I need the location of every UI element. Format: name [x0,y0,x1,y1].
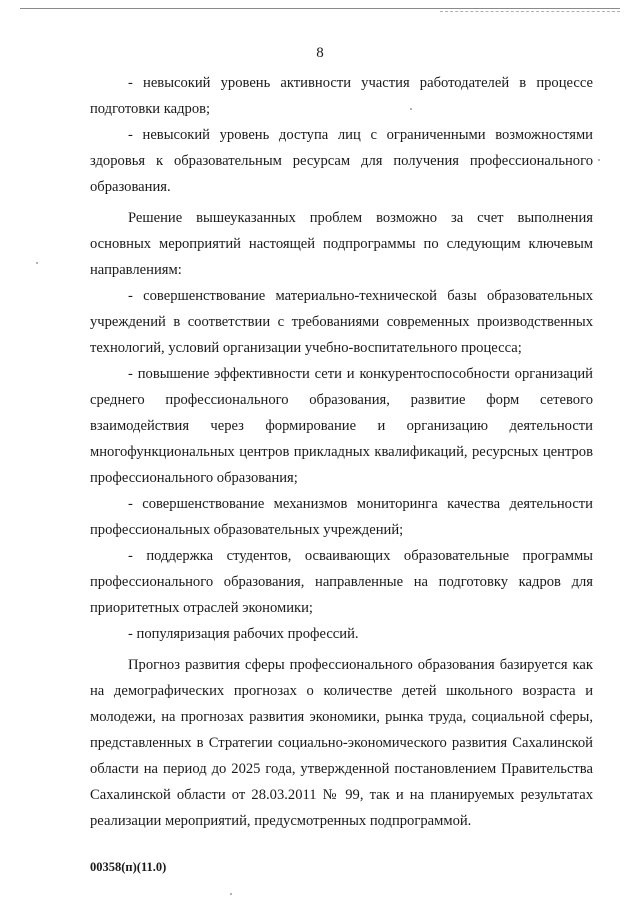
scan-speck [230,893,232,895]
paragraph-network-efficiency: - повышение эффективности сети и конкурентоспособности организаций среднего профессионального образования, развитие форм сетевого взаимодействия через формирование и организацию деятельности многофункциональных центров прикладных квалификаций, ресурсных центров профессионального образования; [90,366,593,486]
scan-speck [598,159,600,161]
paragraph-student-support: - поддержка студентов, осваивающих образовательные программы профессионального образования, направленные на подготовку кадров для приоритетных отраслей экономики; [90,548,593,616]
top-scan-rule [20,8,620,9]
paragraph-professions-popularization: - популяризация рабочих профессий. [128,626,359,642]
paragraph-forecast: Прогноз развития сферы профессионального образования базируется как на демографических прогнозах о количестве детей школьного возраста и молодежи, на прогнозах развития экономики, рынка труда, социальной сферы, представленных в Стратегии социально-экономического развития Сахалинской области на период до 2025 года, утвержденной постановлением Правительства Сахалинской области от 28.03.2011 № 99, так и на планируемых результатах реализации мероприятий, предусмотренных подпрограммой. [90,657,593,829]
paragraph-solution-intro: Решение вышеуказанных проблем возможно за счет выполнения основных мероприятий настоящей подпрограммы по следующим ключевым направлениям: [90,210,593,278]
page-number: 8 [316,45,324,61]
document-footer-code: 00358(п)(11.0) [90,860,167,874]
scan-speck [410,108,412,110]
paragraph-disability-access: - невысокий уровень доступа лиц с ограниченными возможностями здоровья к образовательным ресурсам для получения профессионального образования. [90,127,593,195]
scan-speck [36,262,38,264]
paragraph-employer-activity: - невысокий уровень активности участия работодателей в процессе подготовки кадров; [90,75,593,117]
paragraph-material-base: - совершенствование материально-технической базы образовательных учреждений в соответствии с требованиями современных производственных технологий, условий организации учебно-воспитательного процесса; [90,288,593,356]
top-scan-rule-secondary [440,11,620,12]
document-body [90,70,593,834]
paragraph-quality-monitoring: - совершенствование механизмов мониторинга качества деятельности профессиональных образовательных учреждений; [90,496,593,538]
